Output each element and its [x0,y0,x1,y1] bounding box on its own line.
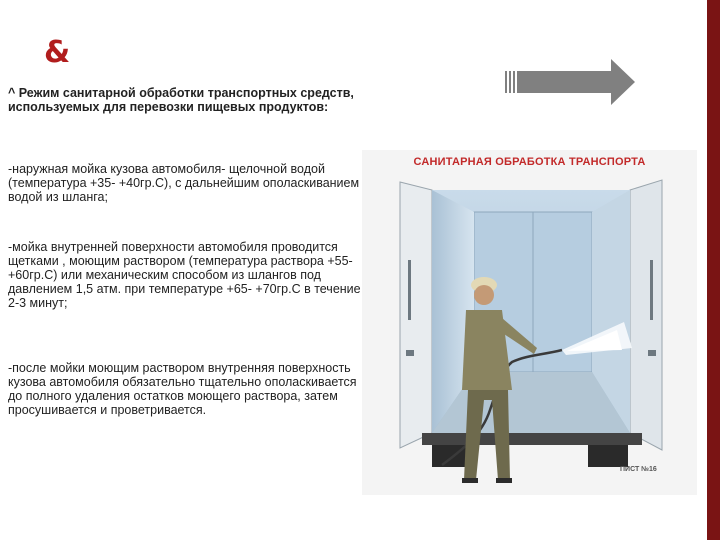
right-edge-stripe [707,0,720,540]
slide-heading: ^ Режим санитарной обработки транспортных средств, используемых для перевозки пищевых продуктов: [8,86,354,114]
logo-ampersand: & [44,35,71,70]
paragraph-interior-wash: -мойка внутренней поверхности автомобиля проводится щетками , моющим раствором (температура раствора +55-+60гр.С) или механическим способом из шлангов под давлением 1,5 атм. при температуре +65- +70гр.С в течение 2-3 минут; [8,240,361,310]
illustration-title: САНИТАРНАЯ ОБРАБОТКА ТРАНСПОРТА [413,156,646,168]
illustration-caption: ПИСТ №16 [620,466,657,473]
truck-illustration [362,150,697,495]
paragraph-rinse-dry: -после мойки моющим раствором внутренняя поверхность кузова автомобиля обязательно тщательно ополаскивается до полного удаления остатков моющего раствора, затем просушивается и проветривается. [8,361,357,417]
right-arrow-icon [503,56,637,108]
paragraph-exterior-wash: -наружная мойка кузова автомобиля- щелочной водой (температура +35- +40гр.С), с дальнейшим ополаскиванием водой из шланга; [8,162,360,204]
next-arrow-button[interactable] [503,56,637,108]
truck-sanitation-illustration [362,150,697,495]
